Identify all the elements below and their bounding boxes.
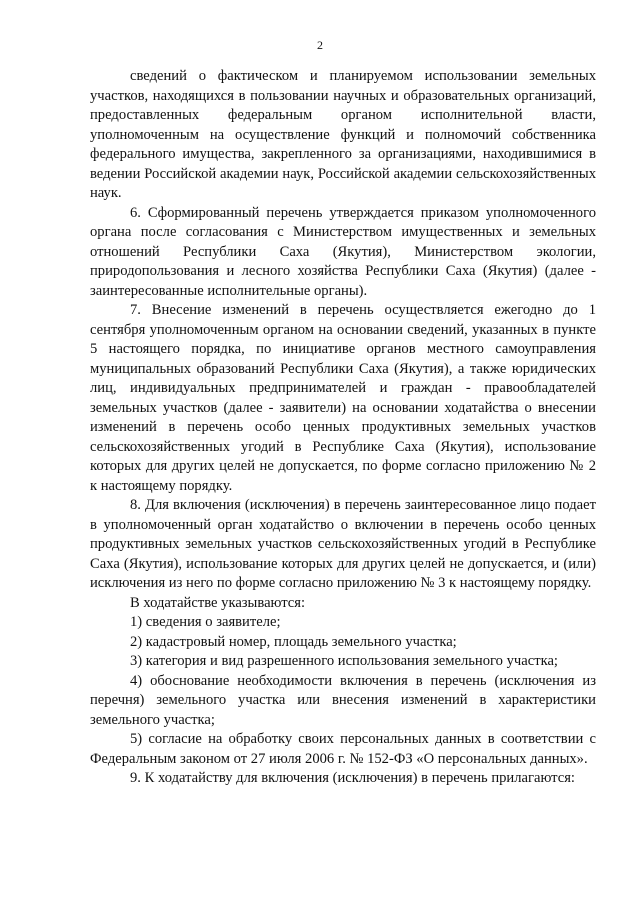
list-item-4: 4) обоснование необходимости включения в перечень (исключения из перечня) земельного участка или внесения изменений в характеристики земельного участка;	[90, 672, 596, 728]
paragraph-continuation: сведений о фактическом и планируемом использовании земельных участков, находящихся в пользовании научных и образовательных организаций, предоставленных федеральным органом исполнительной власти, уполномоченным на осуществление функций и полномочий собственника федерального имущества, закрепленного за организациями, находившимися в ведении Российской академии наук, Российской академии сельскохозяйственных наук.	[90, 68, 596, 201]
document-body	[90, 67, 596, 789]
list-item-3: 3) категория и вид разрешенного использования земельного участка;	[130, 653, 558, 669]
paragraph-8: 8. Для включения (исключения) в перечень заинтересованное лицо подает в уполномоченный орган ходатайство о включении в перечень особо ценных продуктивных земельных участков сельскохозяйственных угодий в Республике Саха (Якутия), использование которых для других целей не допускается, и (или) исключения из него по форме согласно приложению № 3 к настоящему порядку.	[90, 497, 596, 591]
paragraph-8-intro: В ходатайстве указываются:	[130, 594, 306, 611]
paragraph-7: 7. Внесение изменений в перечень осуществляется ежегодно до 1 сентября уполномоченным органом на основании сведений, указанных в пункте 5 настоящего порядка, по инициативе органов местного самоуправления муниципальных образований Республики Саха (Якутия), а также юридических лиц, индивидуальных предпринимателей и граждан - правообладателей земельных участков (далее - заявители) на основании ходатайства о внесении изменений в перечень особо ценных продуктивных земельных участков сельскохозяйственных угодий в Республике Саха (Якутия), использование которых для других целей не допускается, по форме согласно приложению № 2 к настоящему порядку.	[90, 302, 596, 494]
paragraph-9: 9. К ходатайству для включения (исключения) в перечень прилагаются:	[130, 770, 575, 786]
page-number: 2	[317, 38, 323, 52]
list-item-5: 5) согласие на обработку своих персональных данных в соответствии с Федеральным законом от 27 июля 2006 г. № 152-ФЗ «О персональных данных».	[90, 731, 596, 767]
list-item-2: 2) кадастровый номер, площадь земельного участка;	[130, 633, 457, 650]
list-item-1: 1) сведения о заявителе;	[130, 614, 281, 630]
paragraph-6: 6. Сформированный перечень утверждается приказом уполномоченного органа после согласования с Министерством имущественных и земельных отношений Республики Саха (Якутия), Министерством экологии, природопользования и лесного хозяйства Республики Саха (Якутия) (далее - заинтересованные исполнительные органы).	[90, 204, 596, 299]
